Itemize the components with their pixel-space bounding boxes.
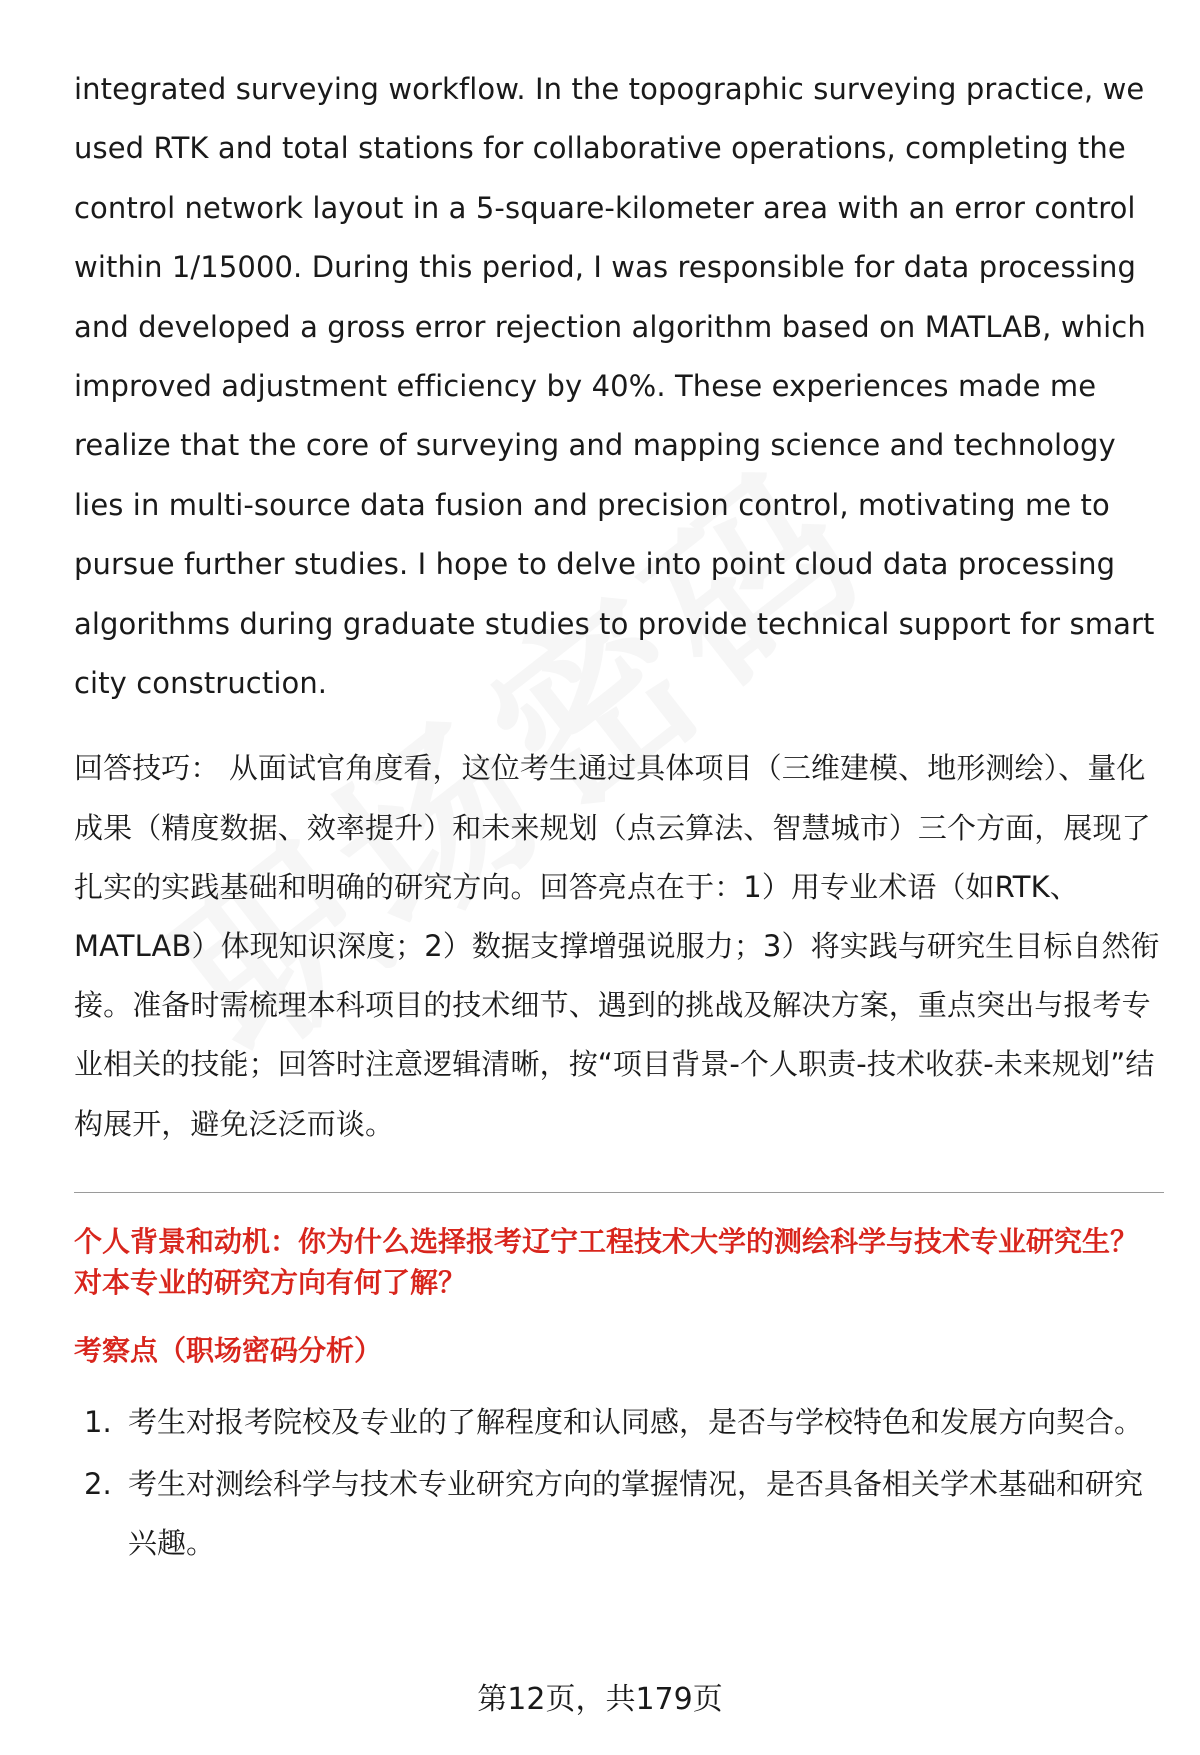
list-item-text: 考生对测绘科学与技术专业研究方向的掌握情况，是否具备相关学术基础和研究兴趣。 — [128, 1466, 1144, 1560]
divider — [74, 1192, 1164, 1193]
points-list — [74, 1393, 1164, 1573]
list-item-text: 考生对报考院校及专业的了解程度和认同感，是否与学校特色和发展方向契合。 — [128, 1404, 1144, 1439]
list-item — [74, 1455, 1164, 1573]
list-item-number: 1. — [84, 1404, 112, 1439]
list-item — [74, 1393, 1164, 1452]
answer-tips: 回答技巧： 从面试官角度看，这位考生通过具体项目（三维建模、地形测绘）、量化成果（精度数据、效率提升）和未来规划（点云算法、智慧城市）三个方面，展现了扎实的实践基础和明确的研究方向。回答亮点在于：1）用专业术语（如RTK、MATLAB）体现知识深度；2）数据支撑增强说服力；3）将实践与研究生目标自然衔接。准备时需梳理本科项目的技术细节、遇到的挑战及解决方案，重点突出与报考专业相关的技能；回答时注意逻辑清晰，按“项目背景-个人职责-技术收获-未来规划”结构展开，避免泛泛而谈。 — [74, 751, 1160, 1141]
list-item-number: 2. — [84, 1466, 112, 1501]
page-footer: 第12页，共179页 — [477, 1682, 723, 1717]
document-page — [74, 60, 1164, 1576]
question-heading: 个人背景和动机：你为什么选择报考辽宁工程技术大学的测绘科学与技术专业研究生？对本专业的研究方向有何了解？ — [74, 1224, 1139, 1299]
section-heading: 考察点（职场密码分析） — [74, 1333, 383, 1367]
body-paragraph: integrated surveying workflow. In the topographic surveying practice, we used RTK and total stations for collaborative operations, completing the control network layout in a 5-square-kilometer area with an error control within 1/15000. During this period, I was responsible for data processing and developed a gross error rejection algorithm based on MATLAB, which improved adjustment efficiency by 40%. These experiences made me realize that the core of surveying and mapping science and technology lies in multi-source data fusion and precision control, motivating me to pursue further studies. I hope to delve into point cloud data processing algorithms during graduate studies to provide technical support for smart city construction. — [74, 72, 1155, 701]
